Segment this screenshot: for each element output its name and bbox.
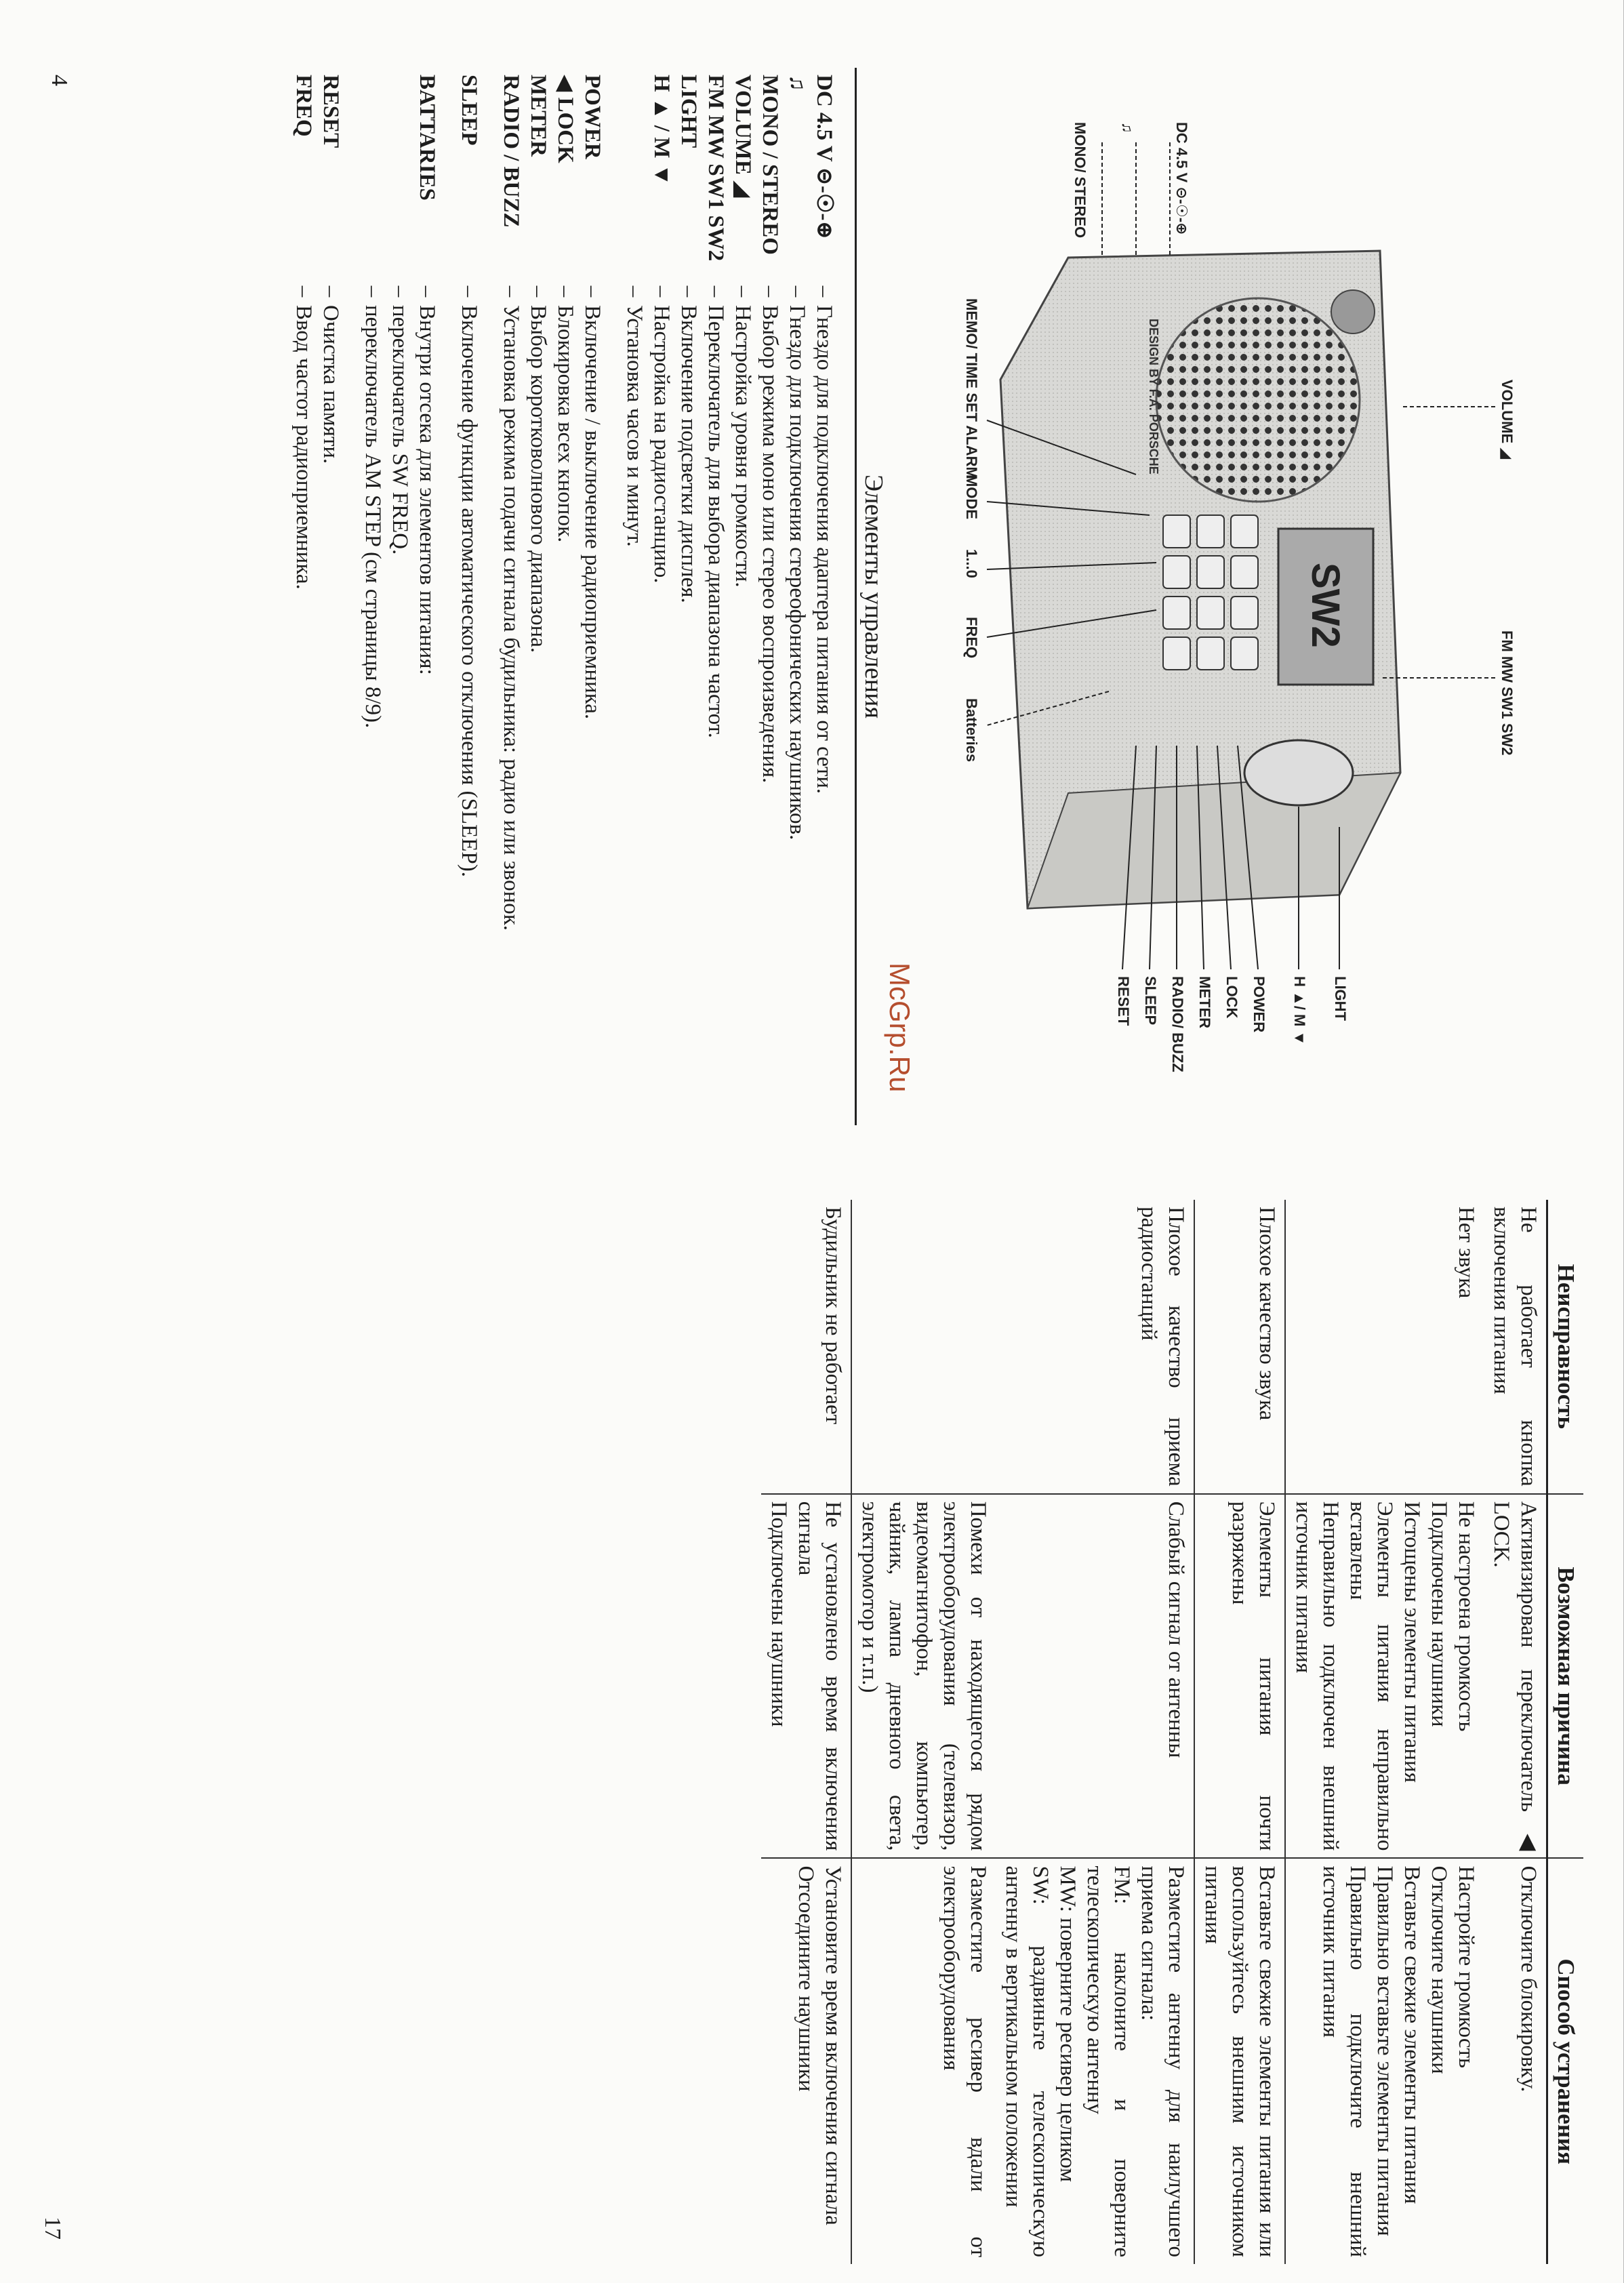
control-desc: Гнездо для подключения стереофонических наушников.	[785, 305, 809, 841]
control-label: LIGHT	[676, 75, 701, 148]
control-label: BATTARIES	[415, 75, 439, 201]
control-desc: переключатель SW FREQ.	[388, 305, 412, 555]
control-label	[359, 75, 386, 278]
controls-list	[290, 75, 838, 1132]
tuning-rocker	[1244, 740, 1353, 805]
control-row: LIGHT – Включение подсветки дисплея.	[675, 75, 702, 1132]
fix-cell: Разместите антенну для наилучшего приема сигнала: FM: наклоните и поверните телескопическую антенну MW: поверните ресивер целиком SW: раздвиньте телескопическую антенну в вертикальном положении	[996, 1858, 1194, 2264]
callout-reset: RESET	[1115, 976, 1132, 1026]
control-desc: Ввод частот радиоприемника.	[291, 305, 316, 590]
header-cause: Возможная причина	[1547, 1494, 1584, 1859]
callout-mono-stereo: MONO/ STEREO	[1072, 122, 1089, 239]
controls-divider	[855, 68, 857, 1125]
control-desc: Включение функции автоматического отключения (SLEEP).	[457, 305, 481, 877]
callout-lock: LOCK	[1223, 976, 1240, 1019]
control-row: FREQ – Ввод частот радиоприемника.	[290, 75, 317, 1132]
control-row: BATTARIES – Внутри отсека для элементов питания:	[413, 75, 441, 1132]
control-row: – Установка часов и минут.	[621, 75, 648, 1132]
control-label: H ▲ / M ▼	[649, 75, 674, 186]
control-row: ♫ – Гнездо для подключения стереофонических наушников.	[784, 75, 811, 1132]
fix-cell: Вставьте свежие элементы питания или воспользуйтесь внешним источником питания	[1194, 1858, 1285, 2264]
problem-cell: Плохое качество звука	[1194, 1200, 1285, 1494]
control-row: FM MW SW1 SW2 – Переключатель для выбора диапазона частот.	[702, 75, 729, 1132]
table-row	[851, 1200, 996, 2264]
cause-cell: Слабый сигнал от антенны	[996, 1494, 1194, 1859]
control-desc: Выбор коротковолнового диапазона.	[526, 305, 550, 653]
control-row: H ▲ / M ▼ – Настройка на радиостанцию.	[648, 75, 675, 1132]
callout-meter: METER	[1196, 976, 1213, 1028]
control-row: ◀ LOCK – Блокировка всех кнопок.	[552, 75, 579, 1132]
control-label: METER	[526, 75, 550, 157]
fix-cell: Отключите блокировку.	[1484, 1858, 1547, 2264]
control-row: SLEEP – Включение функции автоматического отключения (SLEEP).	[455, 75, 483, 1132]
callout-tuning: H ▲/ M ▼	[1291, 976, 1308, 1046]
callout-freq: FREQ	[963, 617, 980, 659]
control-desc: Настройка на радиостанцию.	[649, 305, 674, 584]
controls-title: Элементы управления	[859, 474, 888, 719]
control-row: – переключатель AM STEP (см страницы 8/9).	[359, 75, 386, 1132]
control-desc: Выбор режима моно или стерео воспроизведения.	[758, 305, 782, 784]
control-desc: переключатель AM STEP (см страницы 8/9).	[361, 305, 385, 729]
problem-cell: Плохое качество приема радиостанций	[996, 1200, 1194, 1494]
callout-volume: VOLUME ◢	[1499, 380, 1516, 460]
control-desc: Внутри отсека для элементов питания:	[415, 305, 439, 675]
control-desc: Гнездо для подключения адаптера питания от сети.	[812, 305, 836, 794]
control-label: SLEEP	[457, 75, 481, 146]
control-label	[386, 75, 413, 278]
problem-cell: Нет звука	[1454, 1207, 1478, 1299]
callout-batteries: Batteries	[963, 698, 980, 763]
control-desc: Включение подсветки дисплея.	[676, 305, 701, 603]
problem-cell	[851, 1200, 996, 1494]
design-credit: DESIGN BY F.A. PORSCHE	[1147, 319, 1160, 474]
cause-cell: Не установлено время включения сигнала Подключены наушники	[761, 1494, 851, 1859]
cause-cell: Помехи от находящегося рядом электрооборудования (телевизор, видеомагнитофон, компьютер, чайник, лампа дневного света, электромотор и т.п.)	[851, 1494, 996, 1859]
control-label: RESET	[319, 75, 343, 148]
control-row: DC 4.5 V ⊝-☉-⊕ – Гнездо для подключения адаптера питания от сети.	[811, 75, 838, 1132]
control-desc: Очистка памяти.	[319, 305, 343, 464]
table-header-row	[1547, 1200, 1584, 2264]
control-label	[621, 75, 648, 278]
control-label: FREQ	[291, 75, 316, 137]
callout-mode: MODE	[963, 474, 980, 519]
control-label: VOLUME ◢	[731, 75, 755, 198]
control-row: RESET – Очистка памяти.	[317, 75, 344, 1132]
callout-light: LIGHT	[1332, 976, 1349, 1021]
radio-illustration	[933, 95, 1543, 1152]
cause-cell: Элементы питания почти разряжены	[1194, 1494, 1285, 1859]
header-fix: Способ устранения	[1547, 1858, 1584, 2264]
callout-band-selector: FM MW SW1 SW2	[1499, 630, 1516, 756]
table-row	[1285, 1200, 1484, 2264]
callout-power: POWER	[1251, 976, 1267, 1033]
radio-front-edge	[1028, 773, 1400, 908]
table-row	[996, 1200, 1194, 2264]
control-desc: Установка режима подачи сигнала будильника: радио или звонок.	[499, 305, 523, 931]
watermark: McGrp.Ru	[884, 963, 916, 1093]
fix-cell: Установите время включения сигнала Отсоедините наушники	[761, 1858, 851, 2264]
page-number-left: 4	[47, 75, 72, 86]
callout-sleep: SLEEP	[1142, 976, 1159, 1026]
callout-headphone-jack: ♫	[1119, 122, 1136, 134]
control-row: METER – Выбор коротковолнового диапазона.	[525, 75, 552, 1132]
fix-cell: Разместите ресивер вдали от электрооборудования	[851, 1858, 996, 2264]
volume-knob	[1331, 290, 1375, 334]
callout-memo-time-alarm: MEMO/ TIME SET ALARM	[963, 298, 980, 479]
control-row: VOLUME ◢ – Настройка уровня громкости.	[729, 75, 756, 1132]
fix-cell: Настройте громкость Отключите наушники Вставьте свежие элементы питания Правильно вставьте элементы питания Правильно подключите внешний источник питания	[1285, 1858, 1484, 2264]
problem-cell: Не работает кнопка включения питания	[1484, 1200, 1547, 1494]
display-readout: SW2	[1303, 563, 1347, 648]
speaker-grille	[1156, 298, 1360, 502]
control-label: FM MW SW1 SW2	[704, 75, 728, 262]
control-label: RADIO / BUZZ	[499, 75, 523, 228]
table-row	[1484, 1200, 1547, 2264]
control-row: RADIO / BUZZ – Установка режима подачи сигнала будильника: радио или звонок.	[498, 75, 525, 1132]
control-label: POWER	[580, 75, 605, 159]
control-row: – переключатель SW FREQ.	[386, 75, 413, 1132]
problem-cell: Будильник не работает	[761, 1200, 851, 1494]
table-row	[761, 1200, 851, 2264]
table-row	[1194, 1200, 1285, 2264]
control-desc: Включение / выключение радиоприемника.	[580, 305, 605, 720]
callout-radio-buzz: RADIO/ BUZZ	[1169, 976, 1186, 1072]
control-desc: Переключатель для выбора диапазона частот.	[704, 305, 728, 738]
cause-cell: Активизирован переключатель ◀ LOCK.	[1484, 1494, 1547, 1859]
troubleshooting-table	[761, 1200, 1583, 2264]
cause-cell: Не настроена громкость Подключены наушники Истощены элементы питания Элементы питания неправильно вставлены Неправильно подключен внешний источник питания	[1285, 1494, 1484, 1859]
control-label: DC 4.5 V ⊝-☉-⊕	[812, 75, 836, 240]
callout-dc-input: DC 4.5 V ⊝-☉-⊕	[1173, 122, 1190, 235]
control-desc: Блокировка всех кнопок.	[553, 305, 577, 543]
control-row: MONO / STEREO – Выбор режима моно или стерео воспроизведения.	[756, 75, 784, 1132]
control-label: MONO / STEREO	[758, 75, 782, 255]
control-row: POWER – Включение / выключение радиоприемника.	[579, 75, 606, 1132]
control-label: ♫	[785, 75, 809, 92]
control-label: ◀ LOCK	[553, 75, 577, 163]
page-number-right: 17	[40, 2217, 65, 2240]
callout-number-keys: 1...0	[963, 549, 980, 578]
header-problem: Неисправность	[1547, 1200, 1584, 1494]
control-desc: Настройка уровня громкости.	[731, 305, 755, 588]
control-desc: Установка часов и минут.	[622, 305, 647, 547]
